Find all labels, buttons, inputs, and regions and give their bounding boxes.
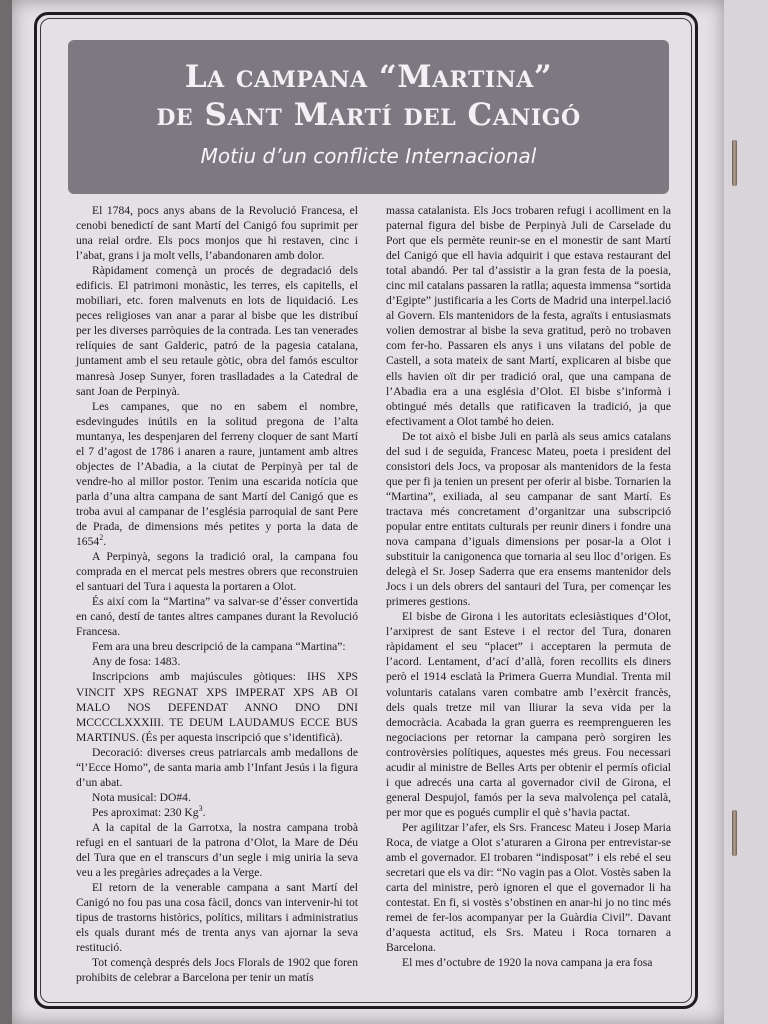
paragraph: Per agilitzar l’afer, els Srs. Francesc Mateu i Josep Maria Roca, de viatge a Olot s’aturaren a Girona per entrevistar-se amb el governador. El trobaren “indisposat” i els rebé el seu secretari que els va dir: “No vagin pas a Olot. Vostès saben la carta del ministre, però ignoren el que el governador li ha contestat. En fi, si vostès s’obstinen en anar-hi jo no tinc més remei de fer-los acompanyar per la Guàrdia Civil”. Davant d’aquesta actitud, els Srs. Mateu i Roca tornaren a Barcelona. [386, 820, 671, 955]
paragraph: Tot començà després dels Jocs Florals de 1902 que foren prohibits de celebrar a Barcelona per tenir un matís [76, 956, 358, 985]
title-banner [68, 40, 669, 194]
paragraph: El 1784, pocs anys abans de la Revolució Francesa, el cenobi benedictí de sant Martí del Canigó fou suprimit per una reial ordre. Els pocs monjos que hi restaven, cinc i l’abat, grans i ja molt vells, l’abandonaren amb dolor. [76, 204, 358, 263]
footnote-mark: 2 [99, 533, 104, 543]
article-subtitle: Motiu d’un conflicte Internacional [200, 144, 537, 168]
paragraph: massa catalanista. Els Jocs trobaren refugi i acolliment en la paternal figura del bisbe de Perpinyà Juli de Carselade du Port que els permète reunir-se en el monestir de sant Martí del Canigó que ell havia adquirit i que estava restaurant del total abandó. Per tal d’assistir a la gran festa de la poesia, cinc mil catalans passaren la ratlla; aquesta immensa “sortida d’Egipte” justificaria a les Corts de Madrid una interpel.lació al Govern. Els mantenidors de la festa, agraïts i entusiasmats volien demostrar al bisbe la seva gratitud, però no trobaven com fer-ho. Passaren els anys i uns vilatans del poble de Castell, a sota mateix de sant Martí, explicaren al bisbe que ells havien oït dir per tradició oral, que una campana de l’Abadia era a una església d’Olot. El bisbe s’informà i obtingué més detalls que ratificaven la tradició, ja que efectivament a Olot també ho deien. [386, 204, 671, 428]
right-text-column [386, 203, 671, 970]
staple-bottom [732, 810, 737, 856]
paragraph: Inscripcions amb majúscules gòtiques: IHS XPS VINCIT XPS REGNAT XPS IMPERAT XPS AB OI MALO NOS DEFENDAT ANNO DNO DNI MCCCCLXXXIII. TE DEUM LAUDAMUS ECCE BUS MARTINUS. (És per aquesta inscripció que s’identificà). [76, 670, 358, 744]
paragraph: De tot això el bisbe Juli en parlà als seus amics catalans del sud i de seguida, Francesc Mateu, poeta i president del consistori dels Jocs, va proposar als mantenidors de la festa que per fi ja tenien un present per oferir al bisbe. Tornarien la “Martina”, exiliada, al seu campanar de sant Martí. Es tractava més concretament d’organitzar una subscripció popular entre entitats culturals per reunir diners i fondre una nova campana d’iguals dimensions per posar-la a Olot i substituir la canigonenca que tornaria al seu lloc d’origen. Es delegà el Sr. Josep Saderra que era ensems mantenidor dels Jocs i un dels obrers del santauri del Tura, per començar les primeres gestions. [386, 429, 671, 609]
paragraph: El mes d’octubre de 1920 la nova campana ja era fosa [402, 956, 653, 970]
paragraph: Fem ara una breu descripció de la campana “Martina”: [92, 640, 346, 654]
adjacent-page-edge [724, 0, 768, 1024]
left-text-column [76, 203, 358, 985]
paragraph: Any de fosa: 1483. [92, 655, 181, 669]
article-title-line1: La campana “Martina” [184, 59, 553, 95]
paragraph: A la capital de la Garrotxa, la nostra campana trobà refugi en el santuari de la patrona d’Olot, la Mare de Déu del Tura que en el transcurs d’un segle i mig uniria la seva veu a les pregàries adreçades a la Verge. [76, 820, 358, 880]
paragraph: Nota musical: DO#4. [92, 790, 191, 804]
paragraph: El bisbe de Girona i les autoritats eclesiàstiques d’Olot, l’arxiprest de sant Esteve i el rector del Tura, donaren ràpidament el seu “placet” i acceptaren la permuta de l’acord. Lentament, d’ací d’allà, foren recollits els diners però el 1914 esclatà la Primera Guerra Mundial. Trenta mil voluntaris catalans varen combatre amb l’exèrcit francès, dels quals tretze mil van lliurar la seva vida per la democràcia. Acabada la gran guerra es reemprengueren les negociacions per retornar la campana però sorgiren les controvèrsies polítiques, aquestes més greus. Fou necessari acudir al ministre de Belles Arts per obtenir el permís oficial i que adrecés una carta al governador civil de Girona, el general Despujol, famós per la seva malvolença pel català, per mor que es pogués cumplir el què s’havia pactat. [386, 610, 671, 819]
paragraph: Pes aproximat: 230 Kg$^3$. [92, 804, 206, 819]
paragraph: A Perpinyà, segons la tradició oral, la campana fou comprada en el mercat pels mestres obrers que reconstruien el santuari del Tura i aquesta la portaren a Olot. [76, 550, 358, 594]
paragraph: És així com la “Martina” va salvar-se d’ésser convertida en canó, destí de tantes altres campanes durant la Revolució Francesa. [76, 595, 358, 639]
paragraph: Les campanes, que no en sabem el nombre, esdevingudes inútils en la solitud pregona de l’alta muntanya, les despenjaren del ferreny cloquer de sant Martí el 7 d’agost de 1786 i anaren a raure, juntament amb altres objectes de l’Abadia, a la ciutat de Perpinyà per tal de vendre-ho al millor postor. Tenim una escarida notícia que parla d’una altra campana de sant Martí del Canigó que es troba avui al campanar de l’església parroquial de sant Pere de Prada, de dimensions més petites y porta la data de 1654$^2$. [76, 399, 358, 549]
article-title-line2: de Sant Martí del Canigó [156, 97, 581, 133]
paragraph: El retorn de la venerable campana a sant Martí del Canigó no fou pas una cosa fàcil, doncs van intervenir-hi tot tipus de trastorns històrics, polítics, militars i administratius els quals durant més de trenta anys van ajornar la seva restitució. [76, 881, 358, 955]
paragraph: Decoració: diverses creus patriarcals amb medallons de “l’Ecce Homo”, de santa maria amb l’Infant Jesús i la figura d’un abat. [76, 745, 358, 789]
staple-top [732, 140, 737, 186]
paragraph: Ràpidament començà un procés de degradació dels edificis. El patrimoni monàstic, les terres, els capitells, el mobiliari, etc. foren malvenuts en lots de liquidació. Les peces religioses van anar a parar al bisbe que les distribuí per les diverses parròquies de la contrada. Les tan venerades relíquies de sant Galderic, patró de la pagesia catalana, juntament amb el seu retaule gòtic, obra del famós escultor manresà Josep Sunyer, foren traslladades a la Catedral de sant Joan de Perpinyà. [76, 264, 358, 398]
footnote-mark: 3 [198, 804, 203, 814]
